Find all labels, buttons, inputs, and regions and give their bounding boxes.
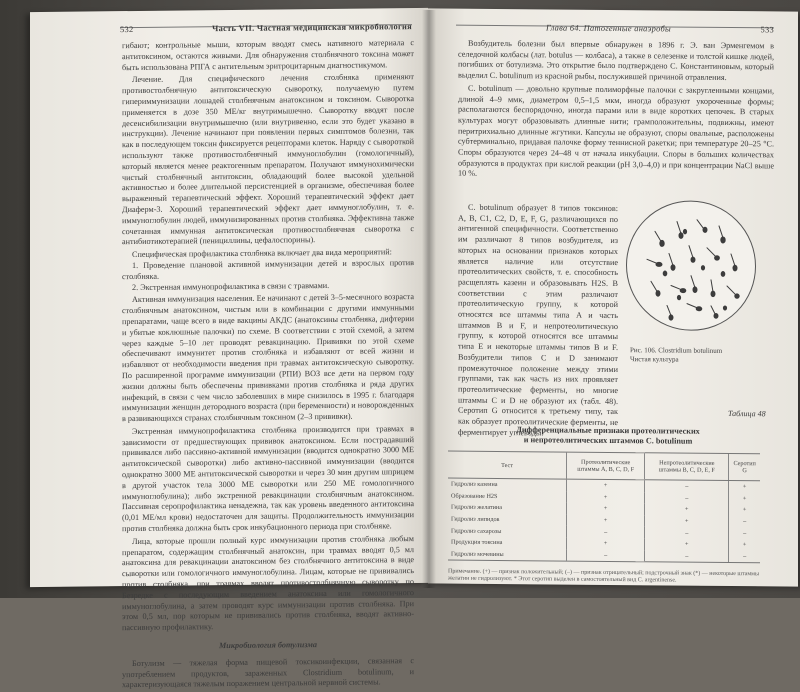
table-cell: + [729, 481, 760, 493]
left-page-running-title: Часть VII. Частная медицинская микробиология [212, 22, 412, 34]
table-row [448, 548, 760, 563]
right-page-running-title: Глава 64. Патогенные анаэробы [546, 23, 671, 34]
bacteria-drawing [627, 201, 755, 330]
table-cell: – [729, 516, 760, 528]
column-header: Непротеолитические штаммы B, C, D, E, F [645, 453, 729, 481]
table-cell: Гидролиз липидов [451, 515, 500, 524]
table-cell: + [567, 538, 645, 550]
table-header-row [448, 451, 760, 481]
paragraph: Лица, которые прошли полный курс иммунизации против столбняка любым препаратом, содержащим столбнячный анатоксин, при травмах вводят 0,5 мл анатоксина для ревакцинации анатоксином без столбнячного антитоксина в виде сыворотки или гомологичного иммуноглобулина. Лицам, которые не прививались против столбняка, при травмах вводят противостолбнячную сыворотку по Безредке с последующим введением анатоксина или гомологичного иммуноглобулина, а затем проводят курс иммунизации против столбняка. При этом 0,5 мл, пор которым не прививались против столбняка, вводят активно-пассивную профилактику. [122, 533, 414, 633]
book-gutter [422, 10, 436, 588]
table-cell: + [729, 504, 760, 516]
table-cell: + [645, 538, 729, 550]
paragraph: Ботулизм — тяжелая форма пищевой токсикоинфекции, связанная с употреблением продуктов, зараженных Clostridium botulinum, и характеризующаяся тяжелым поражением центральной нервной системы. [122, 655, 414, 690]
table-cell: – [645, 492, 729, 504]
column-header: Серотип G [729, 454, 760, 481]
table-cell: + [729, 493, 760, 505]
table-cell: – [567, 526, 645, 538]
table-cell: Гидролиз желатина [451, 504, 502, 512]
table-cell: Гидролиз мочевины [448, 548, 567, 561]
table-cell: – [645, 550, 729, 563]
left-page-header [120, 22, 412, 35]
table-cell: + [645, 503, 729, 515]
differential-table [448, 451, 760, 564]
table-cell: – [645, 480, 729, 493]
table-title-line: Дифференциальные признаки протеолитических [516, 425, 700, 436]
paragraph: 2. Экстренная иммунопрофилактика в связи с травмами. [132, 280, 330, 292]
left-page [30, 8, 428, 690]
table-cell: + [567, 514, 645, 526]
table-title [478, 425, 738, 447]
table-cell: Продукция токсина [451, 538, 503, 547]
right-page-header [456, 23, 774, 35]
table-cell: – [645, 527, 729, 539]
paragraph: C. botulinum — довольно крупные полиморфные палочки с закругленными концами, длиной 4–9 ммк, диаметром 0,5–1,5 мкм, иногда образуют укороченные формы; располагаются беспорядочно, иногда парами или в виде коротких цепочек. В старых культурах могут образовывать длинные нити; грамположительны, подвижны, имеют перитрихиально длинные жгутики. Капсулы не образуют, споры овальные, расположены субтерминально, придавая палочке форму теннисной ракетки; при температуре 20–25 °С. Споры образуются через 24–48 ч от начала инкубации. Споры в больших количествах образуются в продуктах при кислой реакции (рН 3,0–4,0) и при концентрации NaCl выше 10 %. [458, 83, 774, 179]
paragraph: Специфическая профилактика столбняка включает два вида мероприятий: [132, 247, 392, 260]
table-cell: + [645, 515, 729, 527]
paragraph: Активная иммунизация населения. Ее начинают с детей 3–5-месячного возраста столбнячным анатоксином, чистым или в комбинации с другими иммунными препаратами, чаще всего в виде вакцины АКДС (анатоксины столбняка, дифтерии и убитые коклюшные палочки) по схеме. В соответствии с этой схемой, а затем через каждые 5–10 лет проводят ревакцинацию. Прививки по этой схеме обеспечивают иммунитет против столбняка и избавляют от всей жизни и избавляют от необходимости введения при травмах антитоксическую сыворотку. По расширенной программе иммунизации (РПИ) ВОЗ все дети на первом году жизни должны быть обеспечены прививками против столбняка и ряда других инфекций, в связи с чем число заболевших в мире снизилось в 1995 г. благодаря иммунизации женщин детородного возраста (при беременности) и новорожденных в развивающихся странах столбнячным токсином (2–3 прививки). [122, 292, 414, 424]
column-header: Тест [448, 451, 567, 479]
paragraph: Возбудитель болезни был впервые обнаружен в 1896 г. Э. ван Эрменгемом в селедочной колбасы (лат. botulus — колбаса), а также в селезенке и толстой кишке людей, погибших от ботулизма. Это открытие было подтверждено С. Константиновым, который выделил C. botulinum из красной рыбы, послужившей причиной отравления. [458, 38, 774, 83]
paragraph: Лечение. Для специфического лечения столбняка применяют противостолбнячную антитоксическую сыворотку, получаемую путем гипериммунизации лошадей столбнячным анатоксином и токсином. Сыворотка применяется в дозе 350 МЕ/кг внутримышечно. Сыворотку вводят после десенсибилизации внутримышечно (или внутривенно, если это будет указано в инструкции). Лечение начинают при появлении первых симптомов болезни, так как в последующем токсин фиксируется рецепторами клеток. Наряду с сывороткой используют также противостолбнячный иммуноглобулин (гомологичный), который является менее реактогенным препаратом. Получают иммунохимически чистый столбнячный антитоксин, обладающий более высокой удельной активностью и более длительной персистенцией в организме, обеспечивая более выраженный терапевтический эффект. Хороший терапевтический эффект дает Диаферм-3. Хороший терапевтический эффект дает иммуноглобулин, т. е. иммуноглобулин людей, иммунизированных против столбняка. Эффективна также сочетанная иммунная антитоксическая противостолбнячная сыворотка с антибиотикотерапией (пенициллины, цефалоспорины). [122, 72, 414, 247]
table-cell: + [567, 503, 645, 515]
paragraph: Экстренная иммунопрофилактика столбняка производится при травмах в зависимости от предшествующих прививок анатоксином. Если пострадавший прививался либо пассивно-активной иммунизации (вводится однократно 3000 МЕ антитоксической сыворотки) либо активно-пассивной иммунизации (вводится однократно 3000 МЕ антитоксической сыворотки и через 30 мин другим шприцем в другой участок тела 3000 МЕ сыворотки или 250 МЕ гомологичного иммуноглобулина); либо экстренной ревакцинации столбнячным анатоксином. Пассивная серопрофилактика ненадежна, так как уровень введенного антитоксина (0,01 МЕ/мл крови) недостаточен для защиты. Продолжительность иммунизации против столбняка должна быть срок инкубационного периода при столбняке. [122, 423, 414, 534]
table-cell: – [729, 551, 760, 563]
figure-caption-title: Рис. 106. Clostridium botulinum [630, 346, 723, 355]
table-footnote: Примечание. (+) — признак положительный; (–) — признак отрицательный; подстрочный знак (*) — некоторые штаммы желатин не гидролизуют. * Этот серотип выделен в самостоятельный вид C. argentinense. [448, 568, 759, 584]
bacteria-figure [626, 200, 756, 331]
table-cell: Образование H2S [451, 492, 498, 500]
table-cell: + [567, 491, 645, 503]
table-cell: Гидролиз сахарозы [451, 527, 502, 535]
figure-caption-subtitle: Чистая культура [630, 355, 679, 364]
table-title-line: и непротеолитических штаммов C. botulinum [523, 435, 693, 446]
intro-text [458, 39, 774, 183]
section-subheading: Микробиология ботулизма [219, 640, 317, 651]
left-page-number: 532 [120, 25, 134, 35]
table-number: Таблица 48 [728, 409, 766, 419]
table-cell: + [567, 479, 645, 492]
figure-caption [630, 346, 722, 365]
table-cell: – [567, 549, 645, 562]
paragraph: гибают; контрольные мыши, которым вводят смесь нативного материала с антитоксином, остаются живыми. Для обнаружения столбнячного токсина может быть использована РПГА с антительным эритроцитарным диагностикумом. [122, 38, 414, 72]
right-page [428, 8, 798, 586]
table-cell: + [729, 539, 760, 551]
paragraph: 1. Проведение плановой активной иммунизации детей и взрослых против столбняка. [122, 258, 414, 281]
left-page-body [122, 38, 414, 690]
right-page-number: 533 [760, 25, 774, 35]
paragraph: C. botulinum образует 8 типов токсинов: A, B, C1, C2, D, E, F, G, различающихся по антигенной специфичности. Соответственно им различают 8 типов возбудителя, из которых на основании признаков которых является наличие или отсутствие протеолитических свойств, т. е. способность расщеплять казеин и образовывать H2S. В соответствии с этим различают протеолитическую группу, к которой относятся все штаммы типа A и часть штаммов B и F, и непротеолитическую группу, к которой относятся все штаммы типа E и некоторые штаммы типов B и F. Возбудители типов C и D занимают промежуточное положение между этими группами, так как часть из них проявляет протеолитические ферменты, но многие штаммы C и D не образуют их (табл. 48). Серотип G относится к третьему типу, так как образует протеолитические ферменты, не ферментирует углеводы. [458, 202, 618, 438]
table-cell: Гидролиз казеина [451, 480, 498, 489]
column-header: Протеолитические штаммы A, B, C, D, F [567, 452, 645, 480]
table-cell: – [729, 527, 760, 539]
open-book [30, 10, 790, 690]
